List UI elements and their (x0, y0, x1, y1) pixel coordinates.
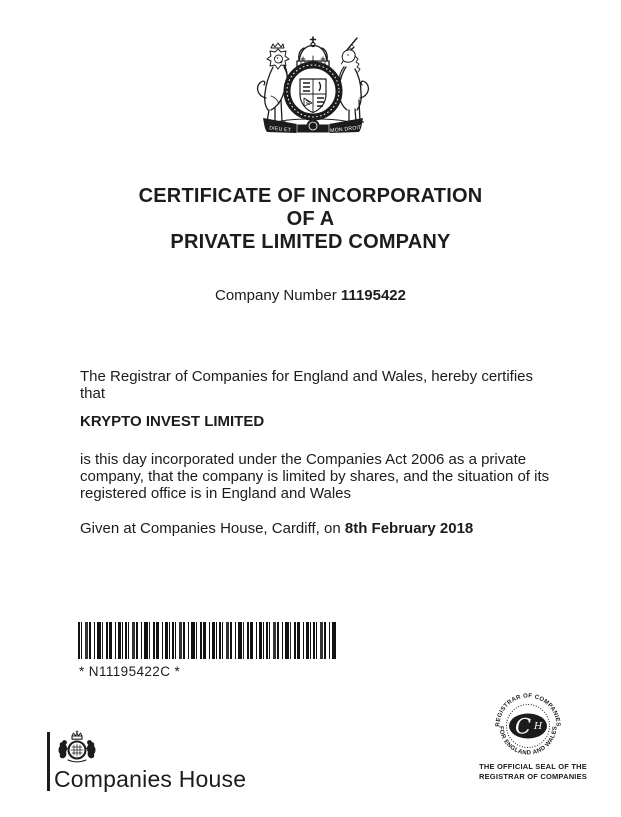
seal-monogram-c: C (514, 714, 532, 739)
company-number-value: 11195422 (340, 287, 406, 304)
seal-arc-bottom-text: FOR ENGLAND AND WALES (497, 725, 559, 757)
incorporation-date: 8th February 2018 (344, 520, 474, 537)
title-line-2: OF A (286, 208, 335, 230)
incorporation-statement-line: is this day incorporated under the Companies Act 2006 as a private (80, 451, 527, 468)
companies-house-wordmark: Companies House (54, 766, 247, 792)
title-line-1: CERTIFICATE OF INCORPORATION (138, 185, 483, 207)
incorporation-statement-line: company, that the company is limited by shares, and the situation of its (80, 468, 550, 485)
seal-monogram-h: H (534, 721, 543, 732)
company-number-label: Company Number (215, 287, 341, 304)
company-name: KRYPTO INVEST LIMITED (80, 413, 265, 430)
seal-caption (467, 762, 599, 782)
incorporation-statement (80, 451, 549, 502)
seal-caption-line: THE OFFICIAL SEAL OF THE (479, 762, 587, 771)
logo-divider (47, 732, 50, 791)
royal-coat-of-arms-icon (251, 36, 375, 136)
registrar-statement (80, 368, 533, 402)
motto-right-text: MON DROIT (329, 124, 362, 135)
crown-crest-icon (56, 730, 98, 764)
seal-arc-top-text: REGISTRAR OF COMPANIES (495, 693, 561, 727)
registrar-statement-line: that (80, 385, 106, 402)
company-number-line (0, 287, 621, 304)
given-at-line (80, 520, 473, 537)
given-at-prefix: Given at Companies House, Cardiff, on (80, 520, 345, 537)
barcode (78, 622, 337, 659)
official-seal-icon (486, 692, 570, 764)
barcode-text: * N11195422C * (79, 664, 181, 679)
title-line-3: PRIVATE LIMITED COMPANY (170, 231, 451, 253)
certificate-title (0, 185, 621, 254)
incorporation-statement-line: registered office is in England and Wales (80, 485, 351, 502)
motto-left-text: DIEU ET (268, 125, 292, 134)
seal-caption-line: REGISTRAR OF COMPANIES (478, 772, 588, 781)
registrar-statement-line: The Registrar of Companies for England and Wales, hereby certifies (80, 368, 533, 385)
